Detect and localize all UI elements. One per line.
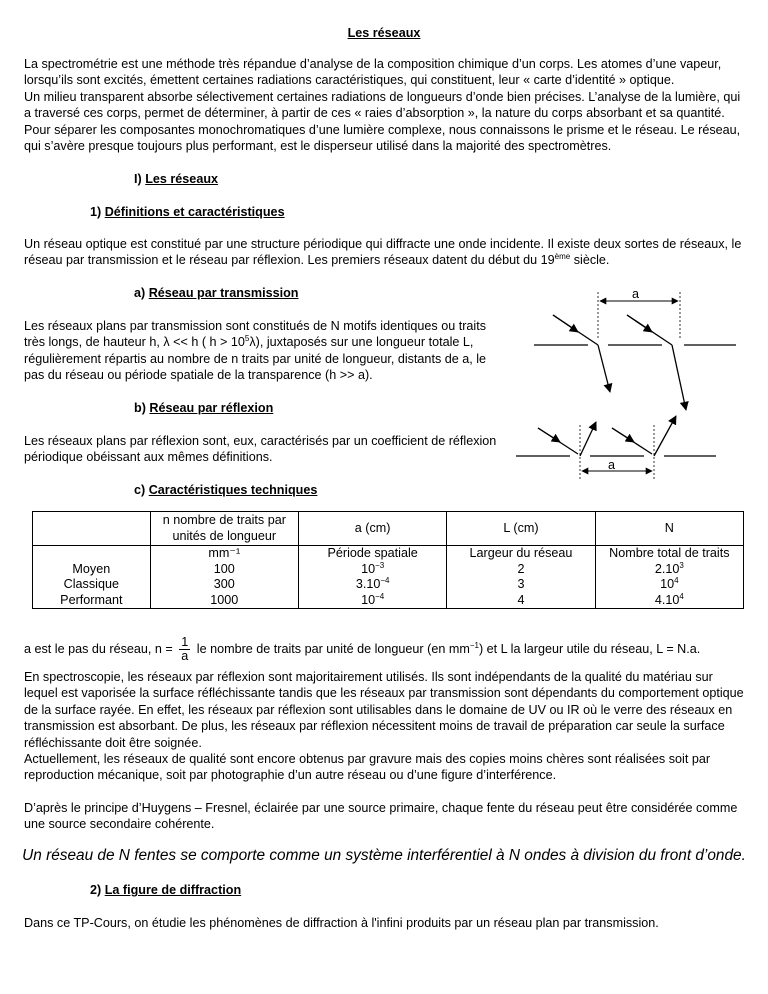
subsection-heading-b: [134, 400, 273, 416]
unit-cell: Période spatiale: [327, 546, 418, 560]
table-corner-cell: [33, 512, 151, 546]
subsection-heading-a: [134, 285, 299, 301]
subsection-heading-1: [90, 204, 285, 220]
reflection-paragraph: Les réseaux plans par réflexion sont, eux, caractérisés par un coefficient de réflexion périodique obéissant aux mêmes définitions.: [24, 434, 497, 465]
page-title: Les réseaux: [347, 26, 421, 40]
transmission-text-1: Les réseaux plans par transmission sont constitués de N motifs identiques ou traits très longs, de hauteur h,: [24, 319, 487, 350]
transmission-text-2: , juxtaposés sur une longueur totale L, régulièrement répartis au nombre de n traits par unité de longueur, distants de a, le pas du réseau ou période spatiale de la transparence (h >> a).: [24, 335, 487, 383]
subsection-number: 2): [90, 883, 102, 897]
formula-line: [24, 636, 744, 663]
intro-paragraph-2: Un milieu transparent absorbe sélectivement certaines radiations de longueurs d’onde bien précises. L’analyse de la lumière, qui a traversé ces corps, permet de déterminer, à partir de ces « raies d’absorption », la nature du corps absorbant et sa quantité. Pour séparer les composantes monochromatiques d’une lumière complexe, nous connaissons le prisme et le réseau. Le réseau, qui s’avère presque toujours plus performant, est le disperseur utilisé dans la majorité des spectromètres.: [24, 90, 741, 154]
unit-cell: Nombre total de traits: [609, 546, 730, 560]
transmission-paragraph: [24, 318, 504, 384]
formula-text-end: ) et L la largeur utile du réseau, L = N.a.: [478, 641, 701, 656]
table-header-cell: n nombre de traits par unités de longueur: [150, 512, 298, 546]
subsection-heading-2: [90, 882, 241, 898]
definition-paragraph: [24, 236, 744, 269]
subsection-label: Caractéristiques techniques: [148, 483, 318, 497]
table-row: [33, 546, 744, 609]
subsection-heading-c: [134, 482, 317, 498]
fraction: [179, 636, 190, 663]
definition-superscript: ème: [554, 252, 571, 262]
subsection-label: La figure de diffraction: [104, 883, 242, 897]
table-column-n: [150, 546, 298, 609]
reflection-grating-diagram: [0, 0, 1, 1]
table-cell: 1000: [210, 592, 239, 607]
emphasis-statement: Un réseau de N fentes se comporte comme un système interférentiel à N ondes à division du front d’onde.: [22, 847, 746, 864]
spectroscopy-paragraph: En spectroscopie, les réseaux par réflexion sont majoritairement utilisés. Ils sont indépendants de la qualité du matériau sur lequel est vaporisée la surface réfléchissante tandis que les réseaux par transmission sont dépendants du comportement optique de la surface rayée. En effet, les réseaux par réflexion sont utilisables dans le domaine de UV ou IR où le verre des réseaux en transmission est absorbant. De plus, les réseaux par réflexion nécessitent moins de travail de préparation car seule la surface réfléchissante doit être soignée.: [24, 670, 744, 750]
fraction-denominator: a: [181, 649, 189, 663]
transmission-lambda-1: λ << h ( h > 10: [163, 335, 245, 350]
subsection-label: Réseau par transmission: [148, 286, 299, 300]
final-paragraph: Dans ce TP-Cours, on étudie les phénomènes de diffraction à l'infini produits par un réseau plan par transmission.: [24, 916, 659, 930]
table-header-cell: L (cm): [447, 512, 595, 546]
formula-text-before: a est le pas du réseau, n =: [24, 641, 177, 656]
table-cell: $3.10^{-4}$: [355, 576, 390, 591]
table-cell: $10^4$: [660, 576, 679, 591]
subsection-label: Définitions et caractéristiques: [104, 205, 285, 219]
huygens-paragraph: D’après le principe d’Huygens – Fresnel, éclairée par une source primaire, chaque fente du réseau peut être considérée comme une source secondaire cohérente.: [24, 801, 738, 832]
subsection-number: 1): [90, 205, 102, 219]
table-cell: 2.10$^3$: [654, 560, 684, 576]
definition-text: Un réseau optique est constitué par une structure périodique qui diffracte une onde incidente. Il existe deux sortes de réseaux, le réseau par transmission et le réseau par réflexion. Les premiers réseaux datent du début du 19: [24, 237, 742, 268]
transmission-lambda-2: λ): [249, 335, 260, 350]
section-label: Les réseaux: [145, 172, 219, 186]
definition-end: siècle.: [570, 253, 610, 268]
unit-cell: Largeur du réseau: [469, 546, 573, 560]
row-label: Classique: [63, 577, 119, 591]
current-methods-paragraph: Actuellement, les réseaux de qualité sont encore obtenus par gravure mais des copies moins chères sont réalisées soit par reproduction mécanique, soit par photographie d’un autre réseau ou d’une figure d’interférence.: [24, 752, 711, 783]
table-header-cell: N: [595, 512, 743, 546]
period-label-a-2: a: [608, 458, 616, 472]
table-cell: $10^{-4}$: [361, 591, 385, 607]
subsection-label: Réseau par réflexion: [149, 401, 274, 415]
table-cell: 100: [213, 561, 235, 576]
table-cell: 3: [517, 577, 525, 591]
table-column-a: [298, 546, 446, 609]
unit-cell: mm⁻¹: [208, 546, 241, 560]
subsection-number: c): [134, 483, 146, 497]
section-heading-1: [134, 171, 218, 187]
section-number: I): [134, 172, 142, 186]
table-row-labels: [33, 546, 151, 609]
subsection-number: b): [134, 401, 146, 415]
fraction-numerator: 1: [181, 635, 189, 649]
row-label: Performant: [60, 592, 123, 607]
table-cell: 2: [517, 561, 525, 576]
table-header-cell: a (cm): [298, 512, 446, 546]
row-label: Moyen: [72, 561, 111, 576]
formula-superscript: −1: [469, 640, 479, 650]
table-column-N: [595, 546, 743, 609]
formula-text-after: le nombre de traits par unité de longueur (en mm: [193, 641, 470, 656]
table-cell: $10^{-3}$: [361, 560, 385, 576]
table-column-L: [447, 546, 595, 609]
table-cell: 4.10$^4$: [654, 591, 684, 607]
characteristics-table: [32, 511, 744, 609]
transmission-superscript: 5: [244, 334, 250, 344]
table-header-row: [33, 512, 744, 546]
subsection-number: a): [134, 286, 146, 300]
period-label-a-1: a: [632, 287, 640, 301]
table-cell: 4: [517, 592, 525, 607]
table-cell: 300: [213, 577, 235, 591]
intro-paragraph-1: La spectrométrie est une méthode très répandue d’analyse de la composition chimique d’un corps. Les atomes d’une vapeur, lorsqu’ils sont excités, émettent certaines radiations caractéristiques, qui constituent, leur « carte d’identité » optique.: [24, 57, 722, 88]
